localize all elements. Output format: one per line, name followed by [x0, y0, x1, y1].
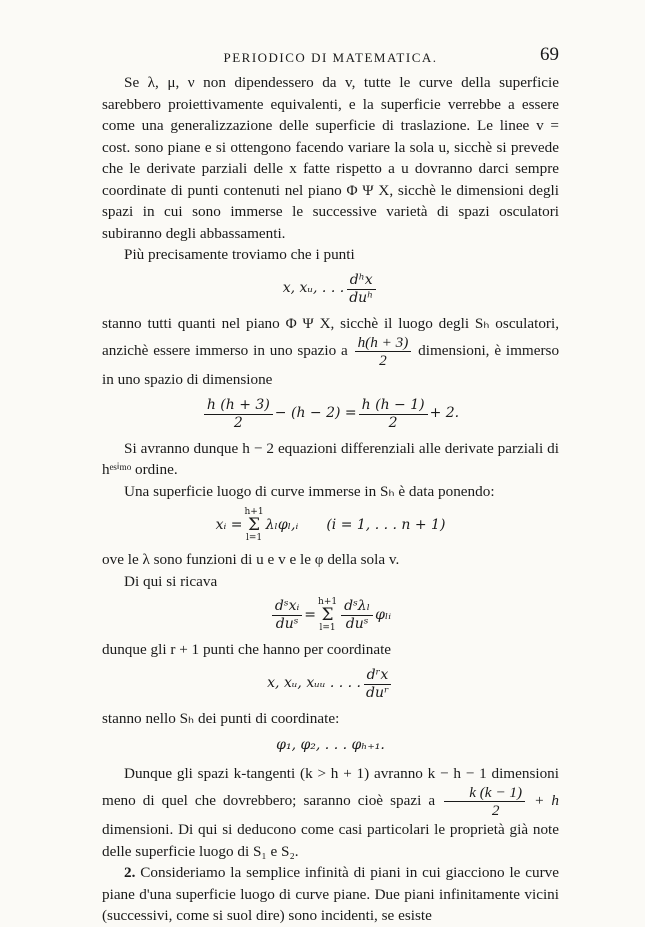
fraction — [444, 784, 525, 819]
text-run: Consideriamo la semplice infinità di piani in cui giacciono le curve piane d'una superficie luogo di curve piane. Due piani infinitamente vicini (successivi, come si suol dire) sono incidenti, se esiste — [102, 864, 560, 924]
paragraph: Più precisamente troviamo che i punti — [124, 246, 355, 263]
denominator: duʳ — [366, 684, 389, 701]
equation-term: λₗφₗ,ᵢ — [265, 516, 299, 533]
fraction — [346, 272, 376, 307]
summation — [244, 508, 263, 543]
numerator: dʳx — [364, 667, 392, 685]
page-number: 69 — [540, 44, 559, 65]
equation-derivative-sum — [102, 598, 559, 633]
equation-tail: + 2. — [429, 405, 460, 422]
paragraph: Una superficie luogo di curve immerse in Sₕ è data ponendo: — [124, 482, 495, 500]
page-header — [102, 44, 559, 68]
fraction — [355, 334, 412, 369]
denominator: duʰ — [349, 289, 374, 306]
numerator: h (h − 1) — [359, 397, 428, 415]
paragraph: dunque gli r + 1 punti che hanno per coordinate — [102, 641, 392, 658]
equation-coordinates — [102, 667, 559, 702]
text-run: stanno tutti quanti nel piano Φ Ψ X, sicchè il luogo degli Sₕ osculatori, anzichè essere immerso in uno spazio a — [102, 314, 559, 359]
equation-middle: − (h − 2) = — [274, 405, 357, 422]
numerator: dʰx — [347, 272, 376, 290]
fraction — [341, 598, 373, 633]
denominator: 2 — [233, 414, 243, 431]
equation-lead: x, xᵤ, . . . — [282, 280, 345, 297]
sum-lower: l=1 — [319, 623, 336, 633]
section-number: 2. — [124, 864, 136, 881]
page-body — [102, 72, 559, 927]
running-title: PERIODICO DI MATEMATICA. — [223, 50, 438, 65]
numerator: dˢxᵢ — [272, 598, 302, 616]
paragraph: Di qui si ricava — [124, 572, 218, 590]
equation-dimension — [102, 397, 559, 432]
paragraph — [102, 763, 559, 863]
paragraph — [102, 862, 559, 927]
equation-tail: + h — [534, 791, 559, 809]
sigma-icon: Σ — [321, 605, 334, 625]
denominator: 2 — [379, 352, 387, 369]
paragraph: stanno nello Sₕ dei punti di coordinate: — [102, 709, 340, 727]
text-run: dimensioni. Di qui si deducono come casi particolari le proprietà già note delle superficie luogo di S₁ e S₂. — [102, 821, 559, 860]
equation-tail: φₗᵢ — [375, 606, 392, 623]
equation-range: (i = 1, . . . n + 1) — [326, 516, 446, 533]
equation-surface — [102, 508, 559, 543]
paragraph: ove le λ sono funzioni di u e v e le φ della sola v. — [102, 551, 400, 568]
paragraph: Si avranno dunque h − 2 equazioni differenziali alle derivate parziali di hᵉˢⁱᵐᵒ ordine. — [102, 439, 559, 478]
paragraph: Se λ, μ, ν non dipendessero da v, tutte le curve della superficie sarebbero proiettivamente equivalenti, e la superficie verrebbe a essere come una generalizzazione delle superficie di traslazione. Le linee v = cost. sono piane e si ottengono facendo variare la sola u, sicchè si prevede che le derivate parziali delle x fatte rispetto a u dovranno darci sempre coordinate di punti contenuti nel piano Φ Ψ X, sicchè le dimensioni degli spazi in cui sono immerse le successive varietà di spazi osculatori subiranno degli abbassamenti. — [102, 74, 559, 242]
denominator: 2 — [491, 802, 500, 819]
fraction — [363, 667, 392, 702]
denominator: duˢ — [345, 616, 369, 632]
sigma-icon: Σ — [248, 515, 261, 535]
numerator: h (h + 3) — [204, 397, 273, 415]
fraction — [204, 397, 273, 432]
text-run: è immerso in uno spazio di dimensione — [102, 341, 560, 388]
sum-upper: h+1 — [244, 507, 264, 517]
numerator: dˢλₗ — [341, 598, 373, 616]
equation-lhs: xᵢ = — [215, 516, 243, 533]
equation-derivatives — [102, 272, 559, 307]
points-list: φ₁, φ₂, . . . φₕ₊₁. — [276, 737, 385, 753]
equation-lead: x, xᵤ, xᵤᵤ . . . . — [267, 675, 361, 692]
numerator: k (k − 1) — [444, 784, 525, 802]
fraction — [272, 598, 302, 633]
equation-points — [102, 735, 559, 757]
paragraph — [102, 313, 559, 391]
equals-sign: = — [304, 606, 317, 623]
denominator: 2 — [388, 414, 398, 431]
sum-lower: l=1 — [245, 533, 263, 543]
fraction — [359, 397, 428, 432]
numerator: h(h + 3) — [355, 334, 412, 352]
summation — [318, 598, 337, 633]
denominator: duˢ — [275, 616, 299, 632]
text-run: dimensioni, — [418, 341, 490, 359]
text-run: Dunque gli spazi k-tangenti (k > h + 1) avranno k − h − 1 dimensioni meno di quel che dovrebbero; saranno cioè spazi a — [102, 764, 559, 809]
sum-upper: h+1 — [318, 597, 338, 607]
